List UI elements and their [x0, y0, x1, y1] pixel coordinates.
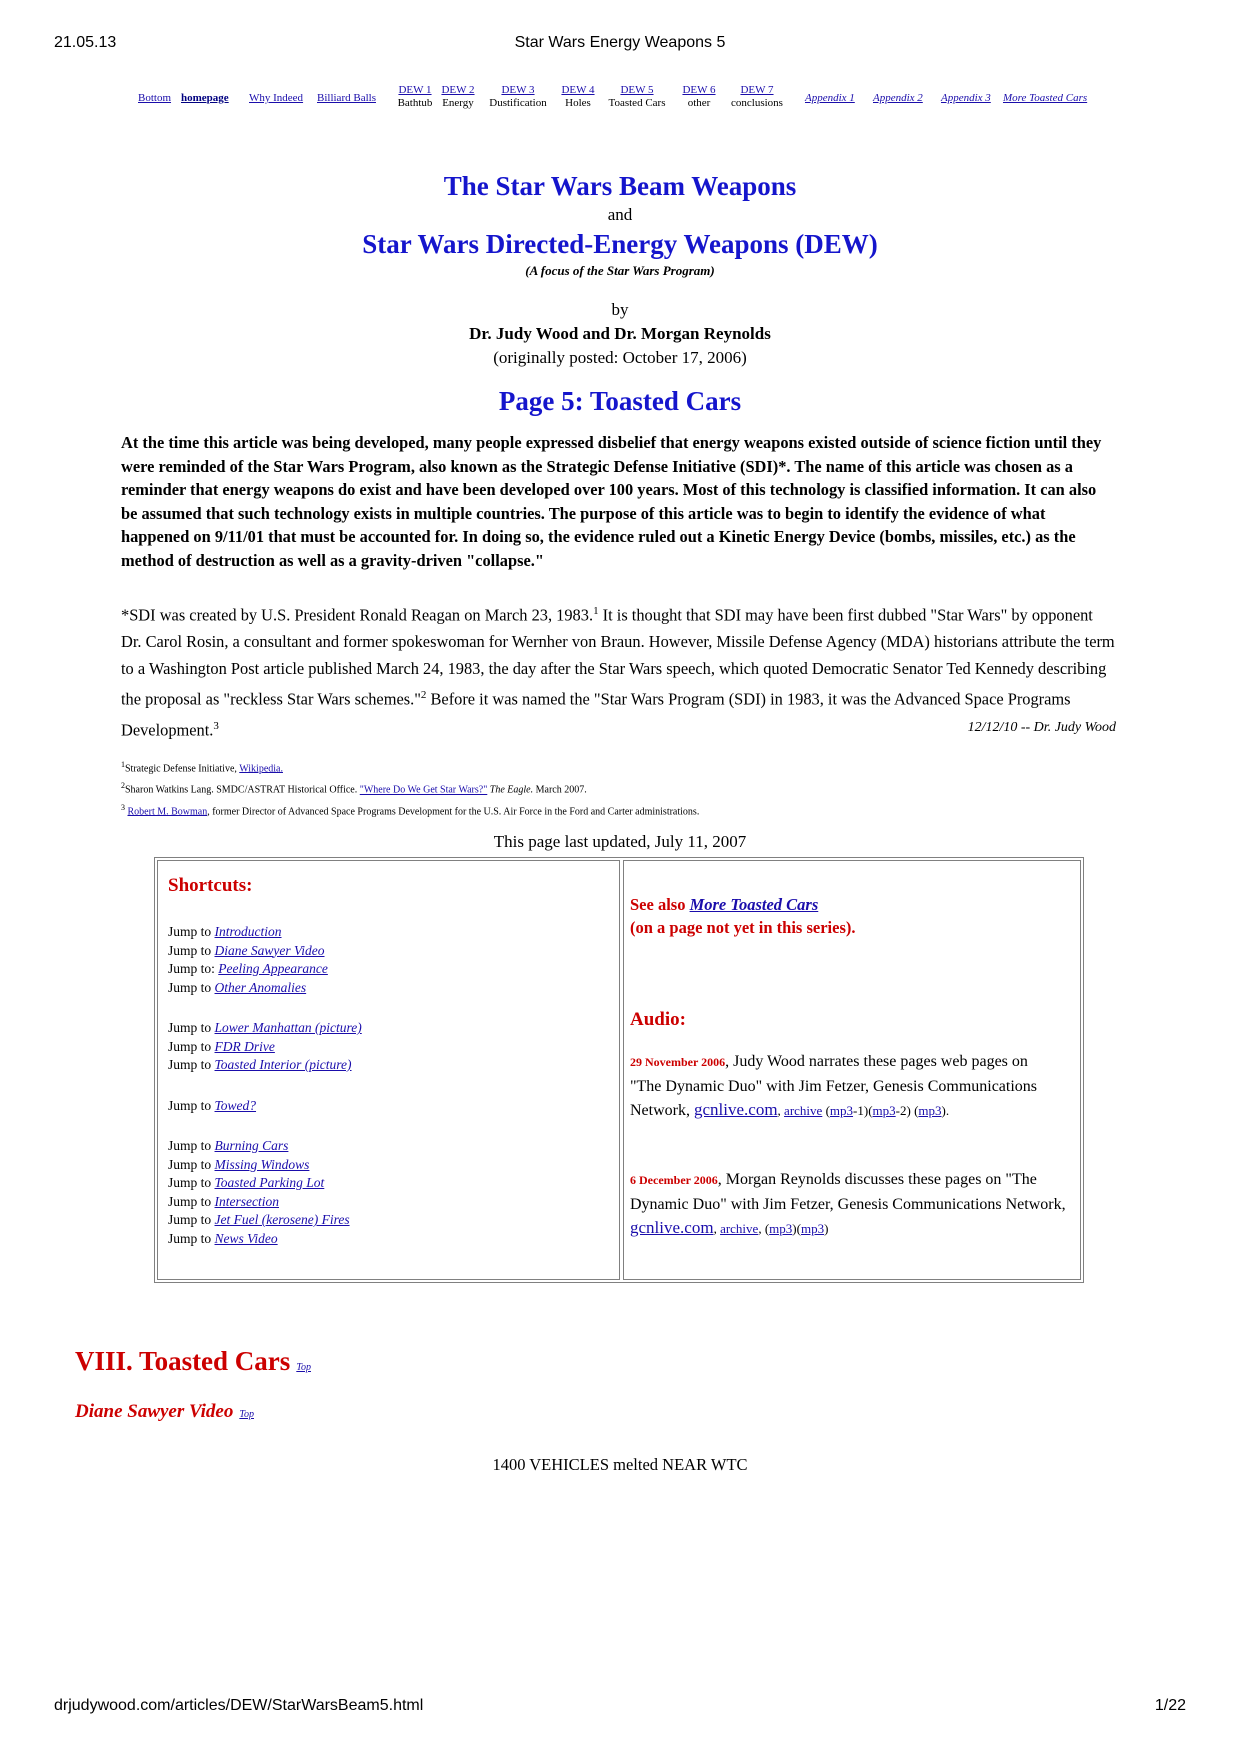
- footnote-2: [121, 777, 699, 798]
- title-subtitle: (A focus of the Star Wars Program): [525, 263, 715, 278]
- nav-dew-5-label: Toasted Cars: [608, 97, 666, 109]
- shortcut-group: [168, 1097, 362, 1116]
- footnotes: [121, 756, 699, 820]
- last-updated: This page last updated, July 11, 2007: [493, 832, 747, 851]
- audio-1-mp3-link-2[interactable]: mp3: [872, 1103, 896, 1118]
- shortcut-prefix: Jump to: [168, 1057, 212, 1072]
- shortcut-group: [168, 1019, 362, 1075]
- nav-why-indeed-link[interactable]: Why Indeed: [249, 92, 304, 104]
- footnote-3-link[interactable]: Robert M. Bowman: [127, 805, 208, 817]
- footnote-3: [121, 799, 699, 820]
- shortcut-item: [168, 1097, 362, 1116]
- see-also-note: (on a page not yet in this series).: [630, 918, 856, 937]
- audio-entry-1: 29 November 2006, Judy Wood narrates these pages web pages on "The Dynamic Duo" with Jim Fetzer, Genesis Communications Network, gcnlive.com, archive (mp3-1)(mp3-2) (mp3).: [630, 1053, 1038, 1119]
- nav-dew-1-label: Bathtub: [397, 97, 433, 109]
- nav-more-toasted-cars-link[interactable]: More Toasted Cars: [1003, 92, 1088, 104]
- shortcut-item: [168, 1038, 362, 1057]
- nav-dew-3-label: Dustification: [489, 97, 547, 109]
- footnote-ref-1: 1: [593, 605, 599, 617]
- footnote-2-text: Sharon Watkins Lang. SMDC/ASTRAT Historical Office.: [125, 784, 360, 796]
- shortcut-link[interactable]: Intersection: [214, 1193, 279, 1209]
- by-line: by: [611, 300, 629, 319]
- shortcut-prefix: Jump to: [168, 1038, 212, 1054]
- audio-1-text-2: "The Dynamic Duo" with Jim Fetzer, Genesis Communications Network,: [630, 1077, 1038, 1119]
- audio-1-gcnlive-link[interactable]: gcnlive.com: [693, 1100, 778, 1119]
- print-title: Star Wars Energy Weapons 5: [514, 34, 726, 51]
- audio-2-mp3-link-2[interactable]: mp3: [800, 1221, 825, 1236]
- sdi-text-3: Before it was named the "Star Wars Program (SDI) in 1983, it was the Advanced Space Programs Development.: [121, 689, 1071, 740]
- see-also-prefix: See also: [630, 895, 690, 914]
- shortcut-link[interactable]: Diane Sawyer Video: [214, 942, 325, 958]
- shortcuts-table: [154, 857, 1084, 1283]
- shortcut-item: [168, 1056, 362, 1075]
- nav-dew-1-link[interactable]: DEW 1: [398, 84, 432, 96]
- intro-paragraph: At the time this article was being developed, many people expressed disbelief that energy weapons existed outside of science fiction until they were reminded of the Star Wars Program, also known as the Strategic Defense Initiative (SDI)*. The name of this article was chosen as a reminder that energy weapons do exist and have been developed over 100 years. Most of this technology is classified information. It can also be assumed that such technology exists in multiple countries. The purpose of this article was to begin to identify the evidence of what happened on 9/11/01 that must be accounted for. In doing so, the evidence ruled out a Kinetic Energy Device (bombs, missiles, etc.) as the method of destruction as well as a gravity-driven "collapse.": [121, 433, 1102, 570]
- nav-dew-3-link[interactable]: DEW 3: [501, 84, 535, 96]
- nav-dew-6-label: other: [687, 97, 711, 109]
- audio-1-archive-link[interactable]: archive: [784, 1103, 823, 1118]
- subsection-title: Diane Sawyer Video: [75, 1401, 234, 1422]
- nav-dew-1[interactable]: [395, 84, 435, 110]
- audio-2-archive-link[interactable]: archive: [720, 1221, 759, 1236]
- title-and: and: [607, 205, 633, 224]
- print-header: [54, 34, 1186, 58]
- nav-dew-3[interactable]: [478, 84, 558, 110]
- see-also: [630, 893, 856, 939]
- subsection-heading: [75, 1401, 254, 1423]
- audio-2-mp3-link-1[interactable]: mp3: [769, 1221, 793, 1236]
- shortcut-prefix: Jump to: [168, 1193, 212, 1209]
- audio-1-date: 29 November 2006: [630, 1055, 726, 1069]
- sdi-text-1: *SDI was created by U.S. President Ronald Reagan on March 23, 1983.: [121, 605, 594, 625]
- shortcut-item: [168, 1019, 362, 1038]
- shortcut-link[interactable]: Lower Manhattan (picture): [214, 1020, 362, 1035]
- shortcuts-title: Shortcuts:: [168, 875, 253, 896]
- sdi-text-2: It is thought that SDI may have been first dubbed "Star Wars" by opponent Dr. Carol Rosin, a consultant and former spokeswoman for Wernher von Braun. However, Missile Defense Agency (MDA) historians attribute the term to a Washington Post article published March 24, 1983, the day after the Star Wars speech, which quoted Democratic Senator Ted Kennedy describing the proposal as "reckless Star Wars schemes.": [121, 605, 1115, 709]
- nav-dew-7-link[interactable]: DEW 7: [740, 84, 774, 96]
- audio-2-date: 6 December 2006: [630, 1173, 718, 1187]
- section-title: VIII. Toasted Cars: [75, 1346, 291, 1376]
- nav-dew-7-label: conclusions: [731, 97, 783, 109]
- shortcut-link[interactable]: Burning Cars: [214, 1138, 289, 1153]
- shortcut-link[interactable]: Jet Fuel (kerosene) Fires: [214, 1212, 350, 1227]
- print-page-number: 1/22: [1154, 1697, 1186, 1714]
- footnote-1-num: 1: [121, 760, 125, 769]
- footnote-2-link[interactable]: "Where Do We Get Star Wars?": [359, 784, 488, 796]
- shortcut-link[interactable]: Toasted Interior (picture): [214, 1057, 352, 1072]
- nav-dew-2[interactable]: [438, 84, 478, 110]
- shortcut-item: [168, 923, 362, 942]
- nav-appendix-1-link[interactable]: Appendix 1: [805, 92, 855, 104]
- shortcut-item: [168, 1230, 362, 1249]
- audio-2-text: , Morgan Reynolds discusses these pages on "The Dynamic Duo" with Jim Fetzer, Genesis Communications Network,: [630, 1171, 1066, 1213]
- nav-dew-4-link[interactable]: DEW 4: [561, 84, 595, 96]
- audio-entry-2: 6 December 2006, Morgan Reynolds discusses these pages on "The Dynamic Duo" with Jim Fetzer, Genesis Communications Network, gcnlive.com, archive, (mp3)(mp3): [630, 1171, 1066, 1237]
- sdi-paragraph: [121, 598, 1115, 743]
- footnote-1-link[interactable]: Wikipedia.: [239, 763, 283, 775]
- nav-dew-6-link[interactable]: DEW 6: [682, 84, 716, 96]
- shortcut-group: [168, 923, 362, 997]
- audio-1-mp3-link-1[interactable]: mp3: [829, 1103, 854, 1118]
- audio-1-mp3-link-3[interactable]: mp3: [918, 1103, 942, 1118]
- audio-1-text: , Judy Wood narrates these pages web pages on: [725, 1053, 1028, 1070]
- nav-dew-5[interactable]: [597, 84, 677, 110]
- nav-appendix-3-link[interactable]: Appendix 3: [941, 92, 991, 104]
- audio-title: Audio:: [630, 1009, 686, 1030]
- print-url: drjudywood.com/articles/DEW/StarWarsBeam5.html: [54, 1697, 424, 1714]
- shortcut-item: [168, 1211, 362, 1230]
- shortcut-link[interactable]: News Video: [214, 1230, 278, 1246]
- top-navigation: [138, 84, 1098, 118]
- shortcut-link[interactable]: Other Anomalies: [214, 979, 307, 995]
- posted-date: (originally posted: October 17, 2006): [493, 348, 747, 367]
- section-top-link[interactable]: Top: [296, 1362, 311, 1373]
- shortcut-prefix: Jump to: [168, 1230, 212, 1246]
- shortcut-item: [168, 1174, 362, 1193]
- footnote-3-num: 3: [121, 802, 125, 812]
- shortcut-prefix: Jump to: [168, 1020, 212, 1035]
- video-caption: 1400 VEHICLES melted NEAR WTC: [492, 1455, 748, 1474]
- shortcut-item: [168, 942, 362, 961]
- nav-dew-4[interactable]: [558, 84, 598, 110]
- footnote-ref-2: 2: [420, 689, 427, 702]
- nav-dew-6[interactable]: [676, 84, 722, 110]
- audio-2-gcnlive-link[interactable]: gcnlive.com: [630, 1218, 714, 1237]
- see-also-link[interactable]: More Toasted Cars: [689, 895, 819, 914]
- shortcut-link[interactable]: Introduction: [214, 924, 282, 939]
- nav-homepage-link[interactable]: homepage: [181, 92, 229, 104]
- nav-dew-4-label: Holes: [565, 97, 591, 109]
- shortcut-link[interactable]: Towed?: [214, 1097, 257, 1113]
- shortcut-group: [168, 1137, 362, 1248]
- shortcut-prefix: Jump to: [168, 979, 212, 995]
- nav-billiard-balls-link[interactable]: Billiard Balls: [317, 92, 376, 104]
- subsection-top-link[interactable]: Top: [239, 1409, 254, 1420]
- shortcut-prefix: Jump to: [168, 1138, 212, 1153]
- shortcut-item: [168, 1156, 362, 1175]
- article-header: [0, 168, 1240, 420]
- shortcut-prefix: Jump to: [168, 1156, 212, 1172]
- nav-dew-2-label: Energy: [442, 97, 474, 109]
- shortcut-link[interactable]: Toasted Parking Lot: [214, 1175, 325, 1190]
- shortcut-prefix: Jump to: [168, 1212, 212, 1227]
- page-title: Page 5: Toasted Cars: [498, 386, 742, 416]
- footnote-2-pub: The Eagle.: [487, 784, 534, 796]
- shortcut-link[interactable]: Missing Windows: [214, 1156, 310, 1172]
- nav-dew-2-link[interactable]: DEW 2: [441, 84, 475, 96]
- authors: Dr. Judy Wood and Dr. Morgan Reynolds: [469, 324, 771, 343]
- footnote-2-num: 2: [121, 781, 125, 791]
- nav-appendix-2-link[interactable]: Appendix 2: [873, 92, 923, 104]
- shortcut-list: [168, 923, 362, 1270]
- signature: 12/12/10 -- Dr. Judy Wood: [967, 720, 1116, 735]
- nav-dew-7[interactable]: [722, 84, 792, 110]
- secondary-title: Star Wars Directed-Energy Weapons (DEW): [362, 229, 878, 259]
- footnote-1: [121, 756, 699, 777]
- footnote-1-text: Strategic Defense Initiative,: [125, 763, 240, 775]
- print-footer: [54, 1697, 1186, 1721]
- shortcut-prefix: Jump to: [168, 942, 212, 958]
- footnote-3-text: , former Director of Advanced Space Programs Development for the U.S. Air Force in the Ford and Carter administrations.: [207, 805, 700, 817]
- shortcut-prefix: Jump to: [168, 924, 212, 939]
- shortcuts-cell: [157, 860, 620, 1280]
- print-date: 21.05.13: [54, 34, 117, 51]
- footnote-2-date: March 2007.: [533, 784, 587, 796]
- shortcut-item: [168, 1193, 362, 1212]
- shortcut-item: [168, 979, 362, 998]
- audio-cell: [623, 860, 1081, 1280]
- shortcut-prefix: Jump to: [168, 1175, 212, 1190]
- nav-dew-5-link[interactable]: DEW 5: [620, 84, 654, 96]
- shortcut-item: [168, 1137, 362, 1156]
- shortcut-prefix: Jump to:: [168, 961, 215, 976]
- main-title: The Star Wars Beam Weapons: [443, 171, 797, 201]
- section-heading: [75, 1346, 311, 1377]
- shortcut-link[interactable]: FDR Drive: [214, 1038, 275, 1054]
- shortcut-item: [168, 960, 362, 979]
- nav-bottom-link[interactable]: Bottom: [138, 92, 172, 104]
- footnote-ref-3: 3: [213, 719, 219, 732]
- shortcut-link[interactable]: Peeling Appearance: [218, 961, 328, 976]
- shortcut-prefix: Jump to: [168, 1097, 212, 1113]
